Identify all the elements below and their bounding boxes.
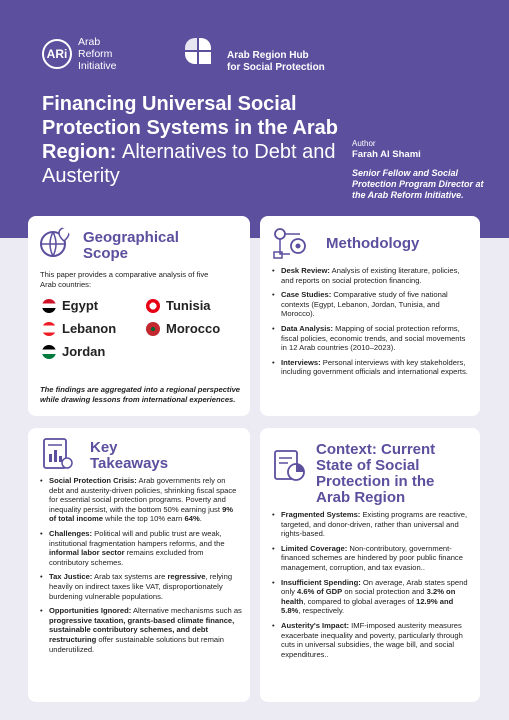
takeaways-list — [40, 476, 242, 659]
logo1-line: Initiative — [78, 60, 117, 72]
methodology-card — [260, 216, 480, 416]
list-item: • Fragmented Systems: Existing programs are reactive, targeted, and donor-driven, rather than universal and rights-based. — [272, 510, 472, 539]
key-takeaways-card — [28, 428, 250, 702]
list-item: • Limited Coverage: Non-contributory, government-financed schemes are hindered by poor public finance management, corruption, and tax evasion.. — [272, 544, 472, 573]
title-bold: Financing Universal Social Protection Systems in the Arab Region: — [42, 93, 338, 163]
title-light: Alternatives to Debt and Austerity — [42, 141, 336, 187]
morocco-flag-icon — [146, 322, 160, 336]
country-egypt — [42, 298, 98, 313]
country-label: Tunisia — [166, 298, 211, 313]
country-label: Morocco — [166, 321, 221, 336]
hub-logo-icon — [185, 38, 219, 72]
list-item: • Austerity's Impact: IMF-imposed austerity measures exacerbate inequality and poverty, particularly through cuts in universal subsidies, the wage bill, and social expenditures.. — [272, 621, 472, 659]
list-item: • Interviews: Personal interviews with key stakeholders, including government officials and international experts. — [272, 358, 472, 377]
geo-heading: Geographical Scope — [83, 229, 179, 262]
country-jordan — [42, 344, 105, 359]
list-item: • Insufficient Spending: On average, Arab states spend only 4.6% of GDP on social protection and 3.2% on health, compared to global averages of 12.9% and 5.8%, respectively. — [272, 578, 472, 616]
globe-pin-icon — [38, 226, 72, 260]
author-role: Senior Fellow and Social Protection Program Director at the Arab Reform Initiative. — [352, 168, 484, 200]
geo-intro: This paper provides a comparative analysis of five Arab countries: — [40, 270, 209, 289]
methodology-heading: Methodology — [326, 235, 420, 252]
country-morocco — [146, 321, 220, 336]
list-item: • Tax Justice: Arab tax systems are regressive, relying heavily on indirect taxes like VAT, disproportionately burdening vulnerable populations. — [40, 572, 242, 601]
country-label: Egypt — [62, 298, 99, 313]
logo2-line: Arab Region Hub — [227, 50, 309, 61]
author-block — [352, 138, 492, 201]
arab-region-hub-logo — [185, 36, 325, 74]
logo1-line: Arab — [78, 36, 101, 48]
egypt-flag-icon — [42, 299, 56, 313]
country-tunisia — [146, 298, 211, 313]
context-heading: Context: Current State of Social Protection in the Arab Region — [316, 441, 436, 506]
country-label: Jordan — [62, 344, 106, 359]
process-gears-icon — [272, 226, 308, 260]
methodology-list — [272, 266, 472, 382]
document-title — [42, 92, 342, 188]
report-document-icon — [40, 436, 74, 472]
tunisia-flag-icon — [146, 299, 160, 313]
list-item: • Case Studies: Comparative study of five national contexts (Egypt, Lebanon, Jordan, Tunisia, and Morocco). — [272, 290, 472, 319]
context-card — [260, 428, 480, 702]
list-item: • Opportunities Ignored: Alternative mechanisms such as progressive taxation, grants-based climate finance, sustainable contributory schemes, and debt restructuring offer sustainable solutions but remain underutilized. — [40, 606, 242, 654]
list-item: • Social Protection Crisis: Arab governments rely on debt and austerity-driven policies, shrinking fiscal space for essential social protection programs. Poverty and inequality persist, with the bottom 50% earning just 9% of total income while the top 10% earn 64%. — [40, 476, 242, 524]
list-item: • Desk Review: Analysis of existing literature, policies, and reports on social protection financing. — [272, 266, 472, 285]
country-lebanon — [42, 321, 116, 336]
logo1-line: Reform — [78, 48, 113, 60]
geo-footer: The findings are aggregated into a regional perspective while drawing lessons from international experiences. — [40, 385, 241, 404]
takeaways-heading: Key Takeaways — [90, 439, 169, 472]
country-label: Lebanon — [62, 321, 117, 336]
author-name: Farah Al Shami — [352, 149, 421, 160]
list-item: • Data Analysis: Mapping of social protection reforms, fiscal policies, economic trends, and social movements in 12 Arab countries (2010–2023). — [272, 324, 472, 353]
header-banner — [0, 0, 509, 238]
logo2-line: for Social Protection — [227, 62, 325, 73]
arab-reform-initiative-logo — [42, 36, 117, 72]
author-label: Author — [352, 139, 376, 148]
lebanon-flag-icon — [42, 322, 56, 336]
jordan-flag-icon — [42, 345, 56, 359]
list-item: • Challenges: Political will and public trust are weak, institutional fragmentation hampers reforms, and the informal labor sector remains excluded from contributory schemes. — [40, 529, 242, 567]
analytics-report-icon — [272, 448, 308, 484]
ari-logo-mark: ARi — [42, 39, 72, 69]
context-list — [272, 510, 472, 664]
